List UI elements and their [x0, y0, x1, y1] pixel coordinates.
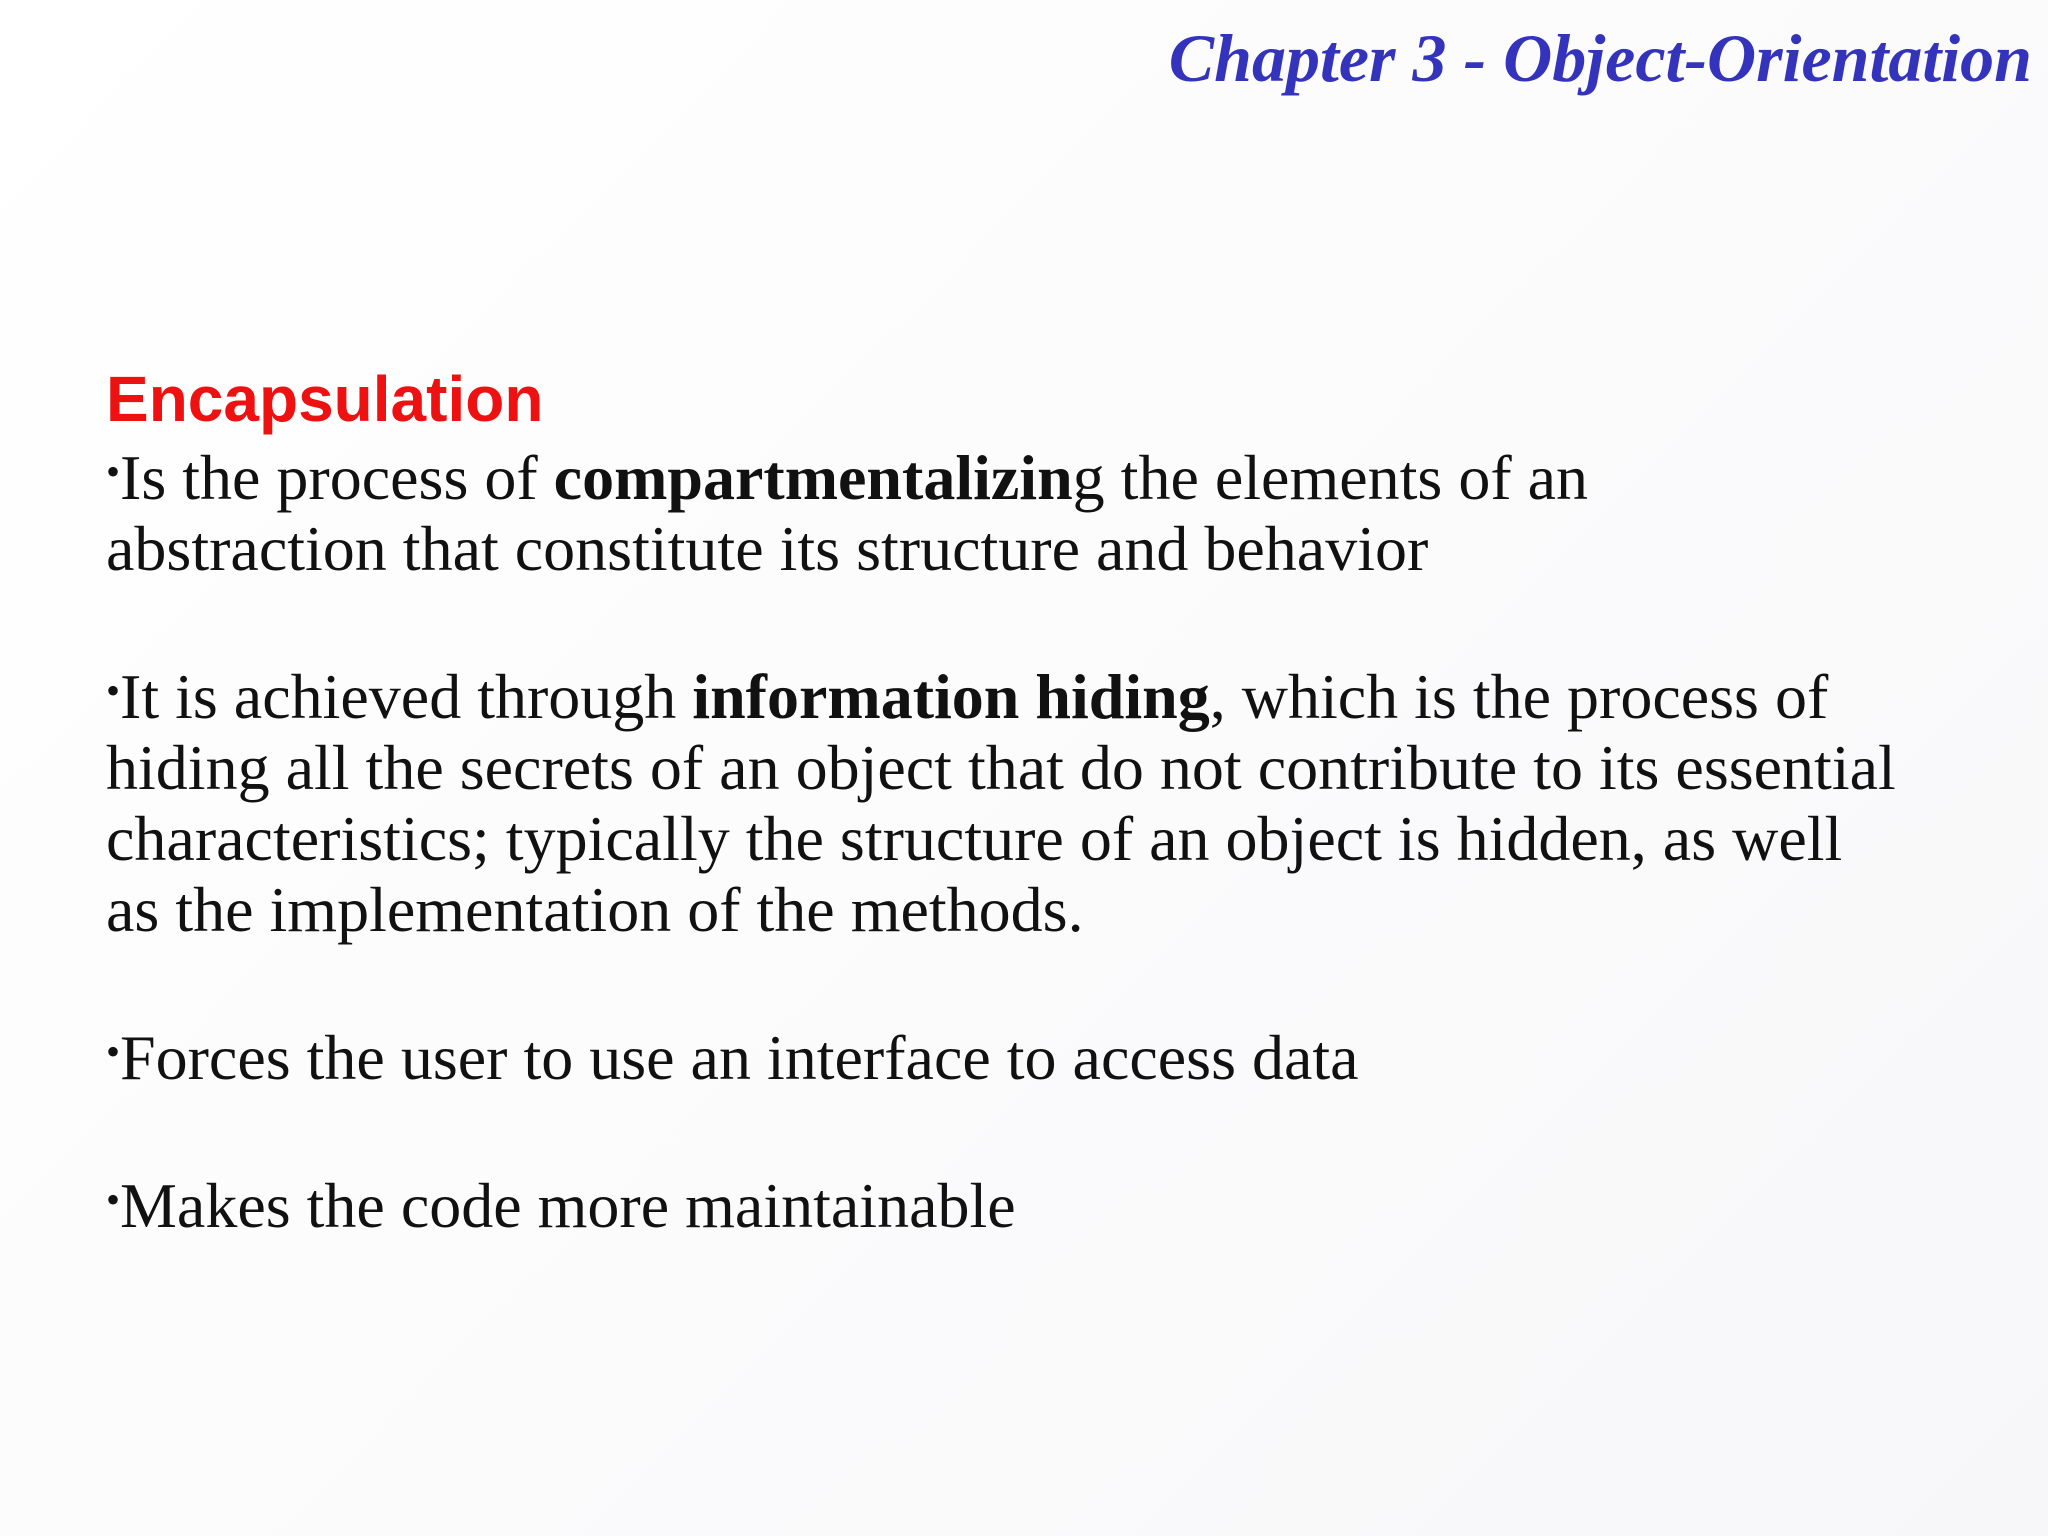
bullet-text: Makes the code more maintainable [120, 1170, 1016, 1241]
bullet-emphasis: information hiding [692, 661, 1210, 732]
chapter-title: Chapter 3 - Object-Orientation [1168, 20, 2032, 96]
bullet-text: Is the process of [120, 442, 554, 513]
bullet-icon: • [106, 1177, 121, 1222]
bullet-text: Forces the user to use an interface to access data [120, 1022, 1359, 1093]
bullet-item-interface [106, 1016, 1986, 1093]
section-heading: Encapsulation [106, 363, 544, 435]
bullet-icon: • [106, 1029, 121, 1074]
slide-content [106, 362, 1986, 1241]
bullet-item-maintainable [106, 1164, 1986, 1241]
bullet-text: g the elements of an abstraction that constitute its structure and behavior [106, 442, 1589, 584]
bullet-text: , which is the process of hiding all the secrets of an object that do not contribute to its essential characteristics; typically the structure of an object is hidden, as well as the implementation of the methods. [106, 661, 1896, 945]
bullet-text: It is achieved through [120, 661, 693, 732]
spacer [106, 584, 1986, 655]
spacer [106, 945, 1986, 1016]
spacer [106, 1093, 1986, 1164]
bullet-item-information-hiding [106, 655, 1906, 945]
bullet-icon: • [106, 668, 121, 713]
bullet-item-definition [106, 436, 1766, 584]
bullet-emphasis: compartmentalizin [553, 442, 1073, 513]
bullet-icon: • [106, 449, 121, 494]
